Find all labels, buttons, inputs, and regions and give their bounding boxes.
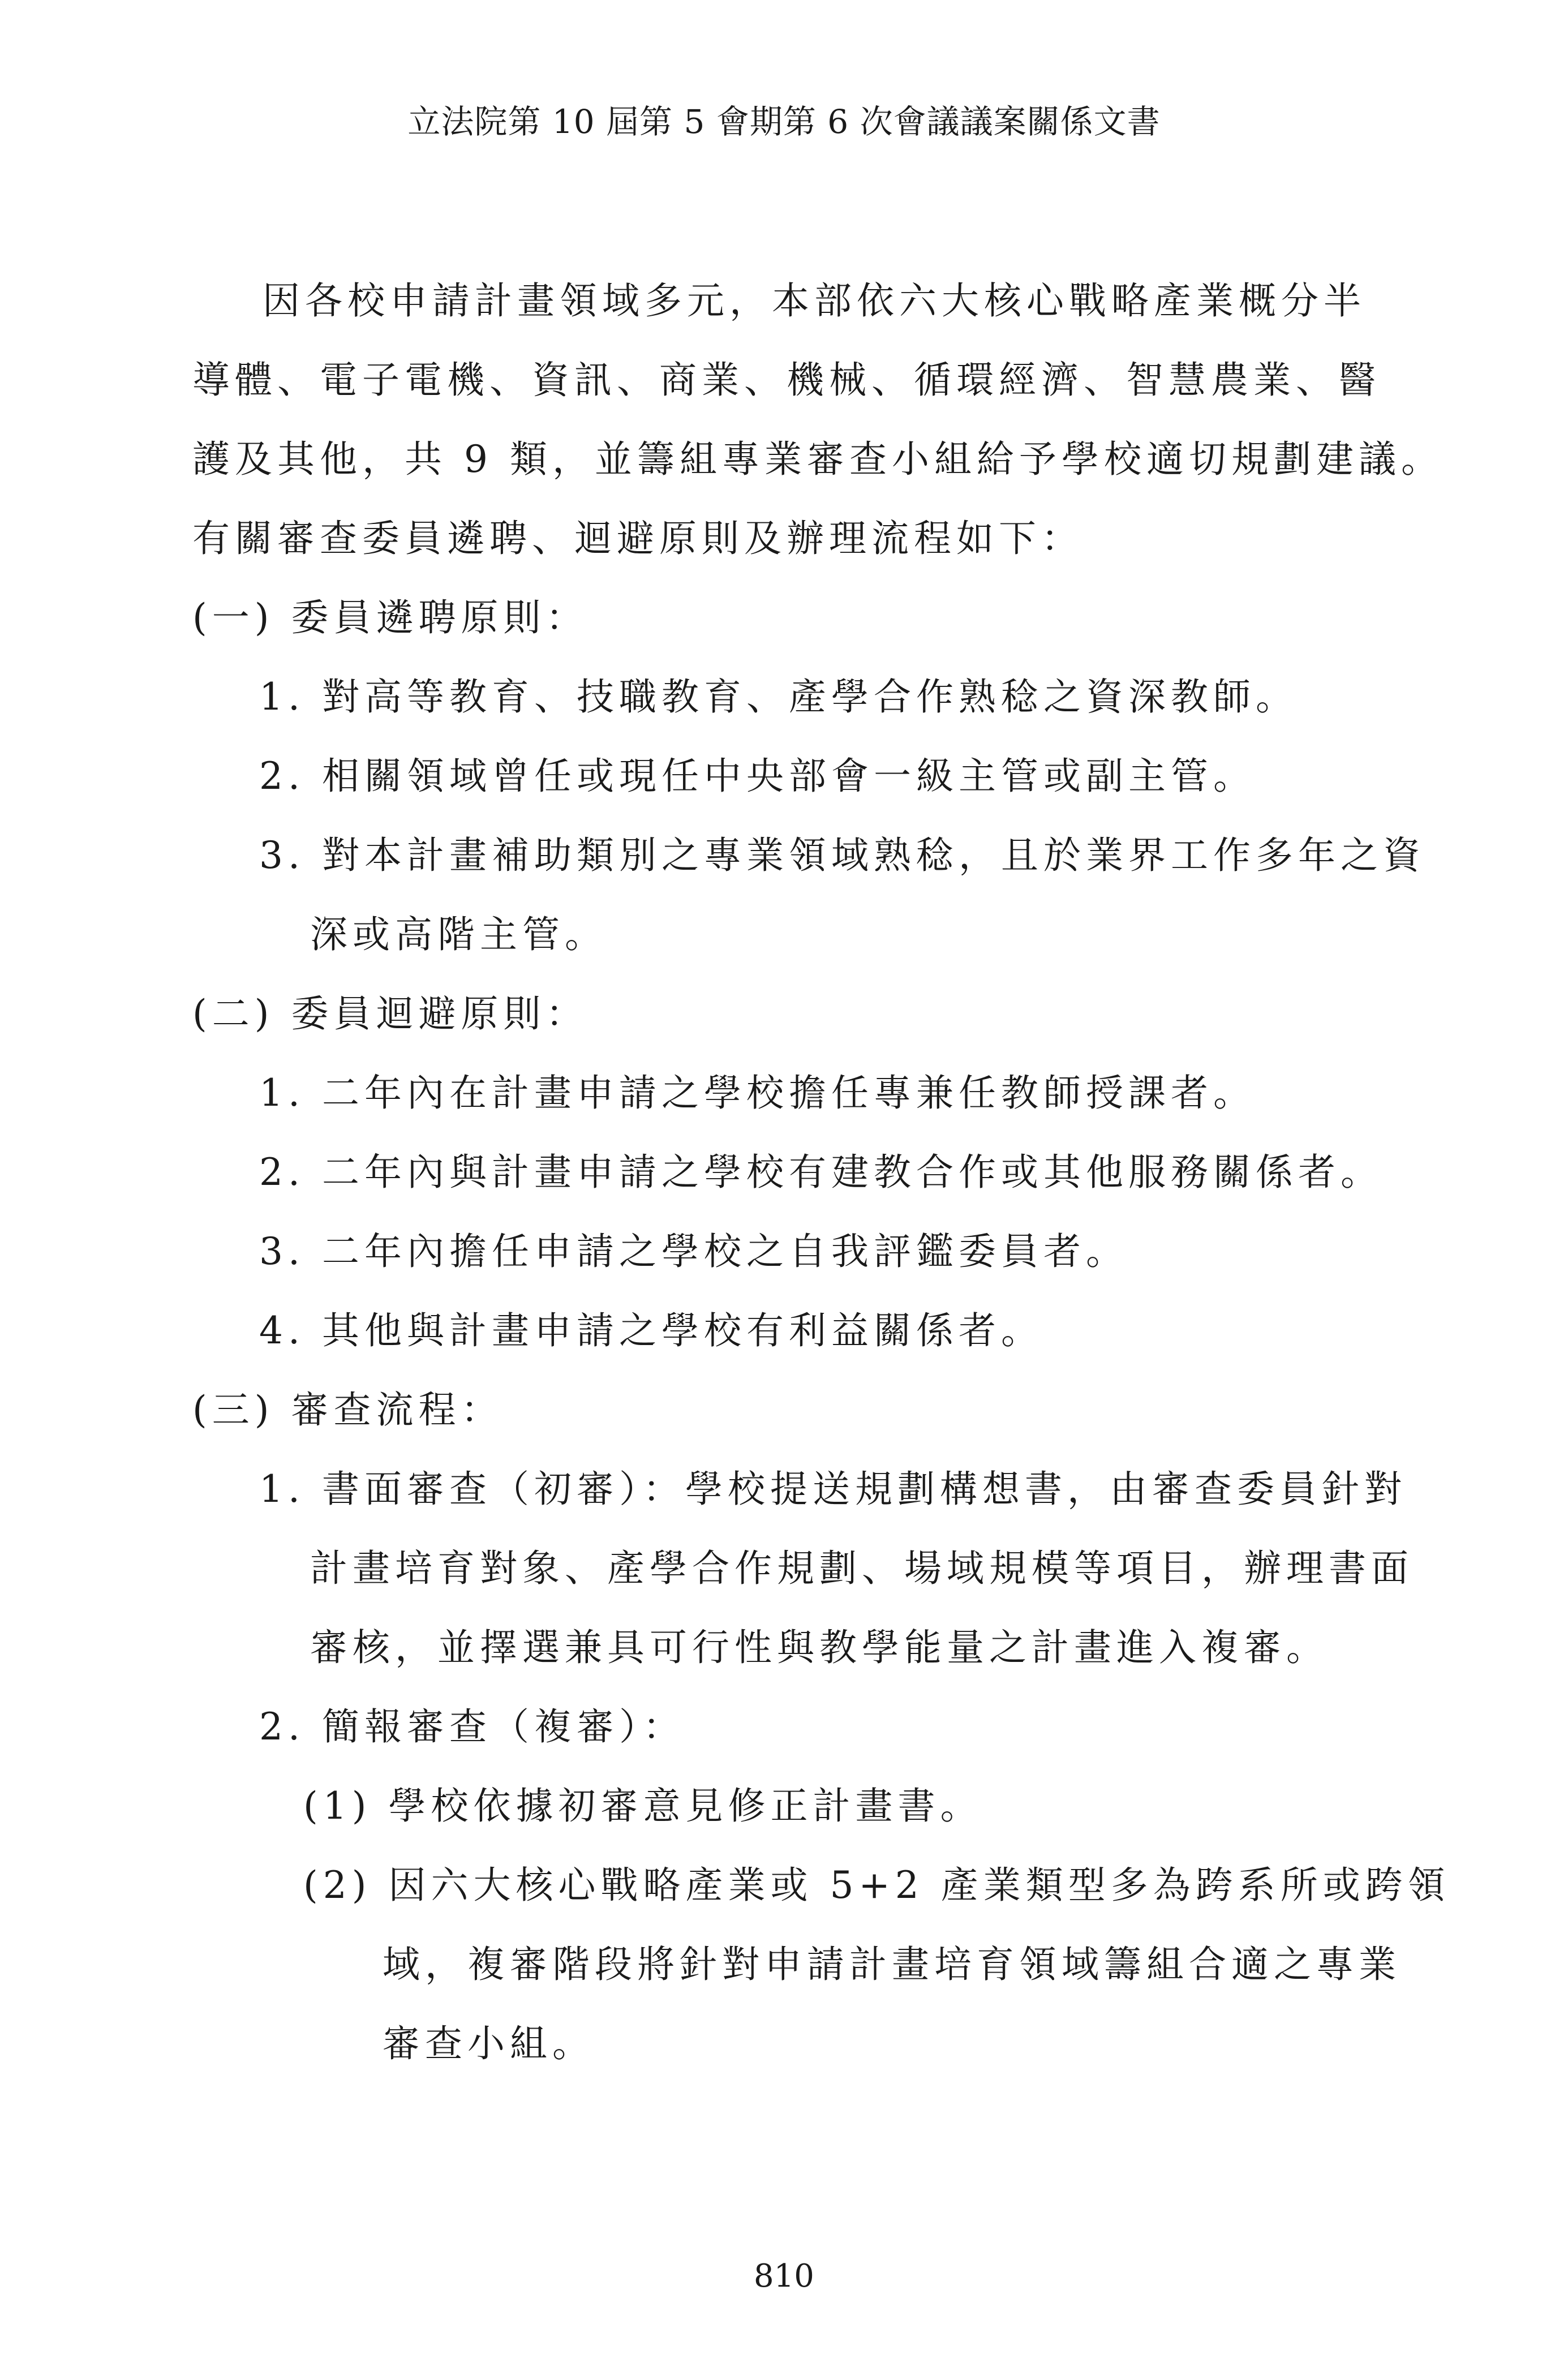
section1-heading: (一) 委員遴聘原則： — [192, 596, 588, 639]
section1-item-1: 1. 對高等教育、技職教育、產學合作熟稔之資深教師。 — [259, 675, 1298, 719]
section2-item-4: 4. 其他與計畫申請之學校有利益關係者。 — [259, 1309, 1043, 1352]
document-header: 立法院第 10 屆第 5 會期第 6 次會議議案關係文書 — [407, 102, 1161, 141]
document-body — [192, 261, 1450, 2084]
intro-line-4: 有關審查委員遴聘、迴避原則及辦理流程如下： — [192, 517, 1084, 560]
section3-subitem-1: (1) 學校依據初審意見修正計畫書。 — [303, 1784, 983, 1828]
section2-item-3: 3. 二年內擔任申請之學校之自我評鑑委員者。 — [259, 1230, 1128, 1273]
section1-item-3-continued: 深或高階主管。 — [310, 913, 607, 956]
section3-item-2: 2. 簡報審查（複審）： — [259, 1705, 685, 1749]
intro-line-2: 導體、電子電機、資訊、商業、機械、循環經濟、智慧農業、醫 — [192, 358, 1381, 402]
section3-subitem-2-continued-1: 域，複審階段將針對申請計畫培育領域籌組合適之專業 — [383, 1943, 1401, 1986]
section3-heading: (三) 審查流程： — [192, 1388, 504, 1432]
section3-subitem-2-continued-2: 審查小組。 — [383, 2022, 595, 2065]
section3-item-1-continued-1: 計畫培育對象、產學合作規劃、場域規模等項目，辦理書面 — [310, 1547, 1414, 1590]
section3-item-1-continued-2: 審核，並擇選兼具可行性與教學能量之計畫進入複審。 — [310, 1626, 1329, 1669]
section2-item-1: 1. 二年內在計畫申請之學校擔任專兼任教師授課者。 — [259, 1071, 1256, 1115]
section3-subitem-2: (2) 因六大核心戰略產業或 5+2 產業類型多為跨系所或跨領 — [303, 1863, 1450, 1907]
section2-item-2: 2. 二年內與計畫申請之學校有建教合作或其他服務關係者。 — [259, 1150, 1383, 1194]
intro-line-3: 護及其他，共 9 類，並籌組專業審查小組給予學校適切規劃建議。 — [192, 437, 1444, 481]
section1-item-3: 3. 對本計畫補助類別之專業領域熟稔，且於業界工作多年之資 — [259, 834, 1425, 877]
page-number: 810 — [754, 2258, 814, 2295]
section2-heading: (二) 委員迴避原則： — [192, 992, 588, 1036]
section3-item-1: 1. 書面審查（初審）：學校提送規劃構想書，由審查委員針對 — [259, 1467, 1407, 1511]
section1-item-2: 2. 相關領域曾任或現任中央部會一級主管或副主管。 — [259, 754, 1256, 798]
intro-line-1: 因各校申請計畫領域多元，本部依六大核心戰略產業概分半 — [263, 279, 1366, 323]
